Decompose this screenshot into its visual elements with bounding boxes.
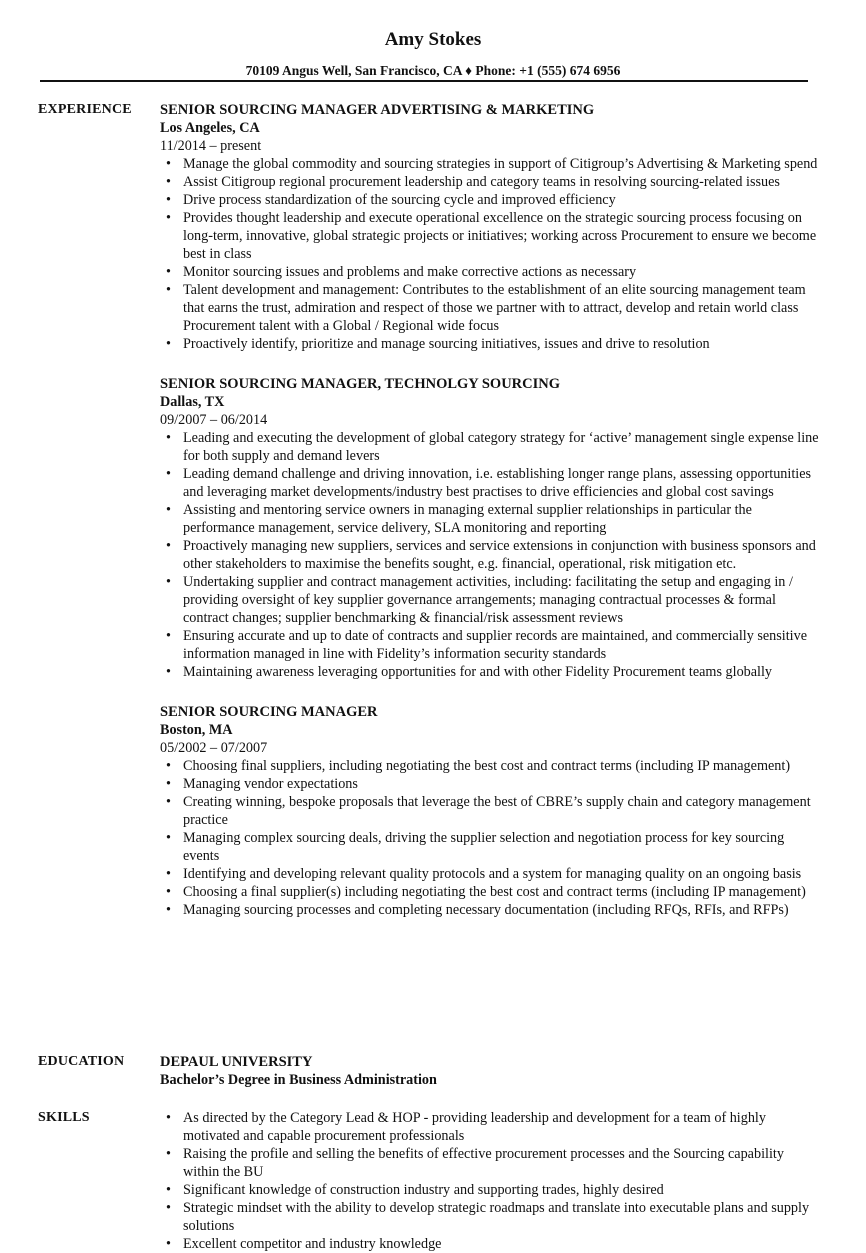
job-bullet: • Assist Citigroup regional procurement leadership and category teams in resolving sourcing-related issues [160,173,820,191]
job-bullet: • Leading demand challenge and driving innovation, i.e. establishing longer range plans, assessing opportunities and leveraging market developments/industry best practises to drive efficiencies and global cost savings [160,465,820,501]
job-bullet: • Ensuring accurate and up to date of contracts and supplier records are maintained, and commercially sensitive information managed in line with Fidelity’s information security standards [160,627,820,663]
job-bullet: • Drive process standardization of the sourcing cycle and improved efficiency [160,191,820,209]
section-label-skills: SKILLS [38,1110,90,1125]
job-bullet: • Talent development and management: Contributes to the establishment of an elite sourcing management team that earns the trust, admiration and respect of those we partner with to attract, develop and retain world class Procurement talent with a Global / Regional wide focus [160,281,820,335]
job-bullet: • Managing complex sourcing deals, driving the supplier selection and negotiation process for key sourcing events [160,829,820,865]
job-bullets [160,757,820,919]
job-bullet: • Proactively managing new suppliers, services and service extensions in conjunction with business sponsors and other stakeholders to maximise the benefits sought, e.g. financial, operational, risk mitigation etc. [160,537,820,573]
job-bullet: • Provides thought leadership and execute operational excellence on the strategic sourcing process focusing on long-term, innovative, global strategic projects or initiatives; working across Procurement to ensure we become best in class [160,209,820,263]
job-location: Boston, MA [160,722,233,738]
job-bullet: • Creating winning, bespoke proposals that leverage the best of CBRE’s supply chain and category management practice [160,793,820,829]
job-dates: 05/2002 – 07/2007 [160,740,268,756]
job-bullet: • Managing sourcing processes and completing necessary documentation (including RFQs, RFIs, and RFPs) [160,901,820,919]
job-bullet: • Manage the global commodity and sourcing strategies in support of Citigroup’s Advertising & Marketing spend [160,155,820,173]
section-label-education: EDUCATION [38,1054,125,1069]
job-bullet: • Leading and executing the development of global category strategy for ‘active’ management single expense line for both supply and demand levers [160,429,820,465]
header-divider [40,80,808,82]
job-entry [160,703,820,919]
school-name: DEPAUL UNIVERSITY [160,1054,313,1070]
job-entry [160,101,820,353]
job-bullet: • Maintaining awareness leveraging opportunities for and with other Fidelity Procurement teams globally [160,663,820,681]
skill-bullet: • As directed by the Category Lead & HOP - providing leadership and development for a team of highly motivated and capable procurement professionals [160,1109,820,1145]
job-bullet: • Managing vendor expectations [160,775,820,793]
candidate-name: Amy Stokes [384,29,482,50]
job-bullet: • Assisting and mentoring service owners in managing external supplier relationships in particular the performance management, service delivery, SLA monitoring and reporting [160,501,820,537]
skills-list [160,1109,820,1253]
job-bullet: • Identifying and developing relevant quality protocols and a system for managing quality on an ongoing basis [160,865,820,883]
job-dates: 11/2014 – present [160,138,262,154]
job-bullets [160,155,820,353]
job-bullets [160,429,820,681]
skill-bullet: • Raising the profile and selling the benefits of effective procurement processes and the Sourcing capability within the BU [160,1145,820,1181]
job-bullet: • Choosing a final supplier(s) including negotiating the best cost and contract terms (including IP management) [160,883,820,901]
job-title: SENIOR SOURCING MANAGER, TECHNOLGY SOURCING [160,376,561,392]
contact-line: 70109 Angus Well, San Francisco, CA ♦ Phone: +1 (555) 674 6956 [245,63,621,78]
job-dates: 09/2007 – 06/2014 [160,412,268,428]
education-entry [160,1053,820,1089]
job-bullet: • Monitor sourcing issues and problems and make corrective actions as necessary [160,263,820,281]
skill-bullet: • Excellent competitor and industry knowledge [160,1235,820,1253]
job-location: Los Angeles, CA [160,120,260,136]
experience-list [160,101,820,935]
skill-bullet: • Significant knowledge of construction industry and supporting trades, highly desired [160,1181,820,1199]
job-bullet: • Proactively identify, prioritize and manage sourcing initiatives, issues and drive to resolution [160,335,820,353]
job-location: Dallas, TX [160,394,225,410]
degree: Bachelor’s Degree in Business Administration [160,1072,437,1088]
job-title: SENIOR SOURCING MANAGER ADVERTISING & MARKETING [160,102,595,118]
resume-header [0,28,866,80]
job-bullet: • Undertaking supplier and contract management activities, including: facilitating the setup and engaging in / providing oversight of key supplier governance arrangements; managing contractual processes & formal contract changes; supplier benchmarking & financial/risk assessment reviews [160,573,820,627]
section-label-experience: EXPERIENCE [38,102,132,117]
job-title: SENIOR SOURCING MANAGER [160,704,378,720]
job-bullet: • Choosing final suppliers, including negotiating the best cost and contract terms (including IP management) [160,757,820,775]
skills-bullets [160,1109,820,1253]
skill-bullet: • Strategic mindset with the ability to develop strategic roadmaps and translate into executable plans and supply solutions [160,1199,820,1235]
job-entry [160,375,820,681]
